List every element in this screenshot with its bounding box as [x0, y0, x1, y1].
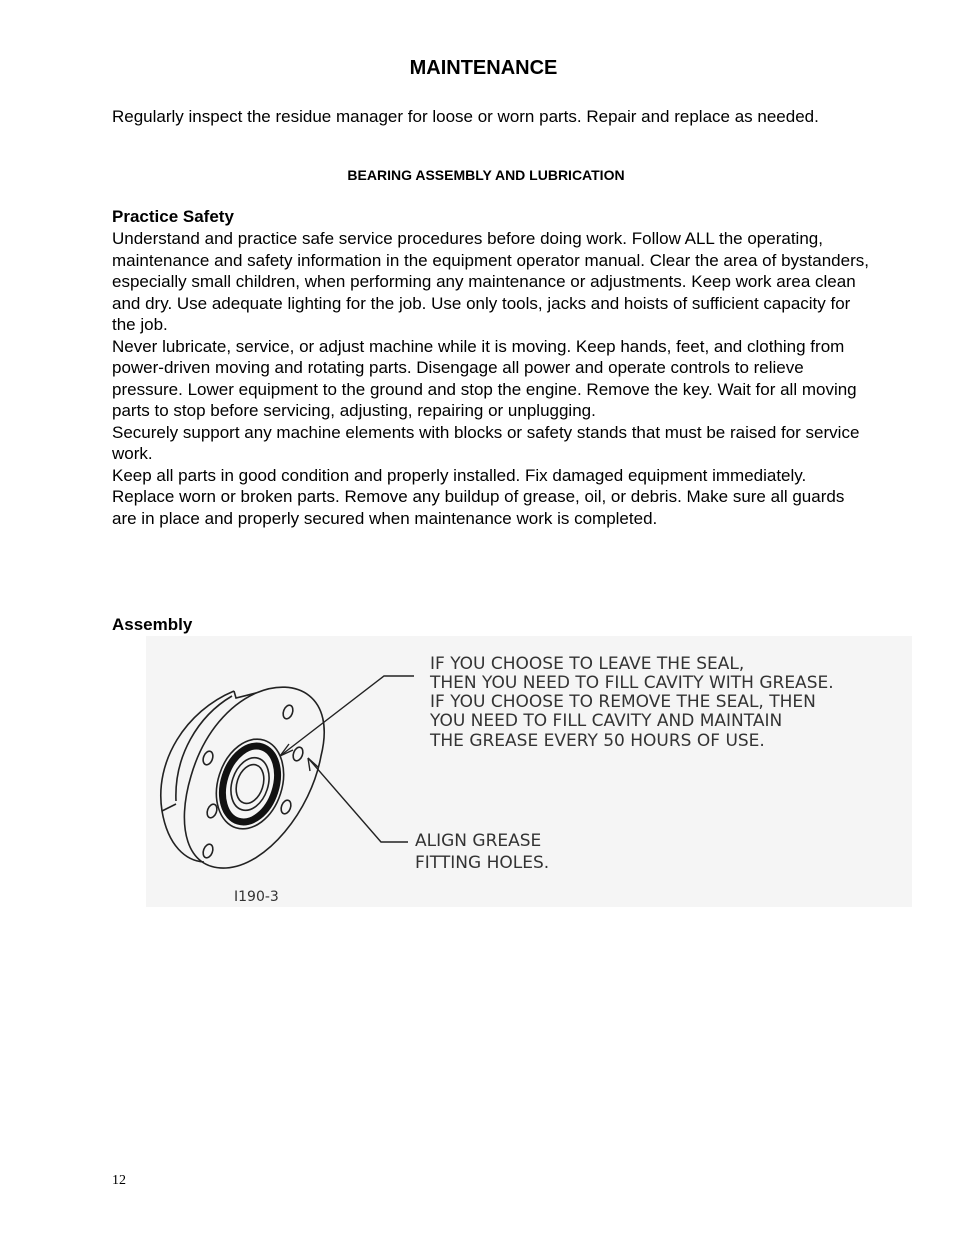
- safety-paragraph: Securely support any machine elements with blocks or safety stands that must be raised for service work.: [112, 422, 860, 463]
- grease-note: [429, 654, 834, 751]
- safety-paragraph: Understand and practice safe service procedures before doing work. Follow ALL the operating, maintenance and safety information in the equipment operator manual. Clear the area of bystanders, especially small children, when performing any maintenance or adjustments. Keep work area clean and dry. Use adequate lighting for the job. Use only tools, jacks and hoists of sufficient capacity for the job.: [112, 229, 869, 334]
- practice-safety-heading: Practice Safety: [112, 207, 234, 226]
- grease-note-line: THE GREASE EVERY 50 HOURS OF USE.: [430, 731, 765, 751]
- bearing-flange-drawing: [146, 636, 912, 907]
- assembly-heading: Assembly: [112, 615, 193, 634]
- practice-safety-body: [112, 228, 872, 529]
- align-callout-line: FITTING HOLES.: [415, 853, 550, 873]
- intro-paragraph: Regularly inspect the residue manager for loose or worn parts. Repair and replace as needed.: [112, 107, 819, 126]
- figure-id: I190-3: [234, 889, 279, 905]
- grease-note-line: IF YOU CHOOSE TO LEAVE THE SEAL,: [430, 654, 745, 674]
- grease-note-line: THEN YOU NEED TO FILL CAVITY WITH GREASE.: [430, 673, 834, 693]
- safety-paragraph: Never lubricate, service, or adjust machine while it is moving. Keep hands, feet, and clothing from power-driven moving and rotating parts. Disengage all power and operate controls to relieve pressure. Lower equipment to the ground and stop the engine. Remove the key. Wait for all moving parts to stop before servicing, adjusting, repairing or unplugging.: [112, 336, 857, 420]
- bearing-assembly-figure: [146, 636, 912, 907]
- safety-paragraph: Keep all parts in good condition and properly installed. Fix damaged equipment immediately. Replace worn or broken parts. Remove any buildup of grease, oil, or debris. Make sure all guards are in place and properly secured when maintenance work is completed.: [112, 465, 845, 528]
- page-number: 12: [112, 1173, 126, 1188]
- page-title: MAINTENANCE: [409, 57, 558, 79]
- align-callout: [415, 831, 549, 873]
- grease-note-line: IF YOU CHOOSE TO REMOVE THE SEAL, THEN: [430, 692, 816, 712]
- bearing-flange-icon: [161, 687, 324, 868]
- align-callout-line: ALIGN GREASE: [415, 831, 542, 851]
- grease-note-line: YOU NEED TO FILL CAVITY AND MAINTAIN: [430, 711, 783, 731]
- section-subheading: BEARING ASSEMBLY AND LUBRICATION: [347, 167, 625, 183]
